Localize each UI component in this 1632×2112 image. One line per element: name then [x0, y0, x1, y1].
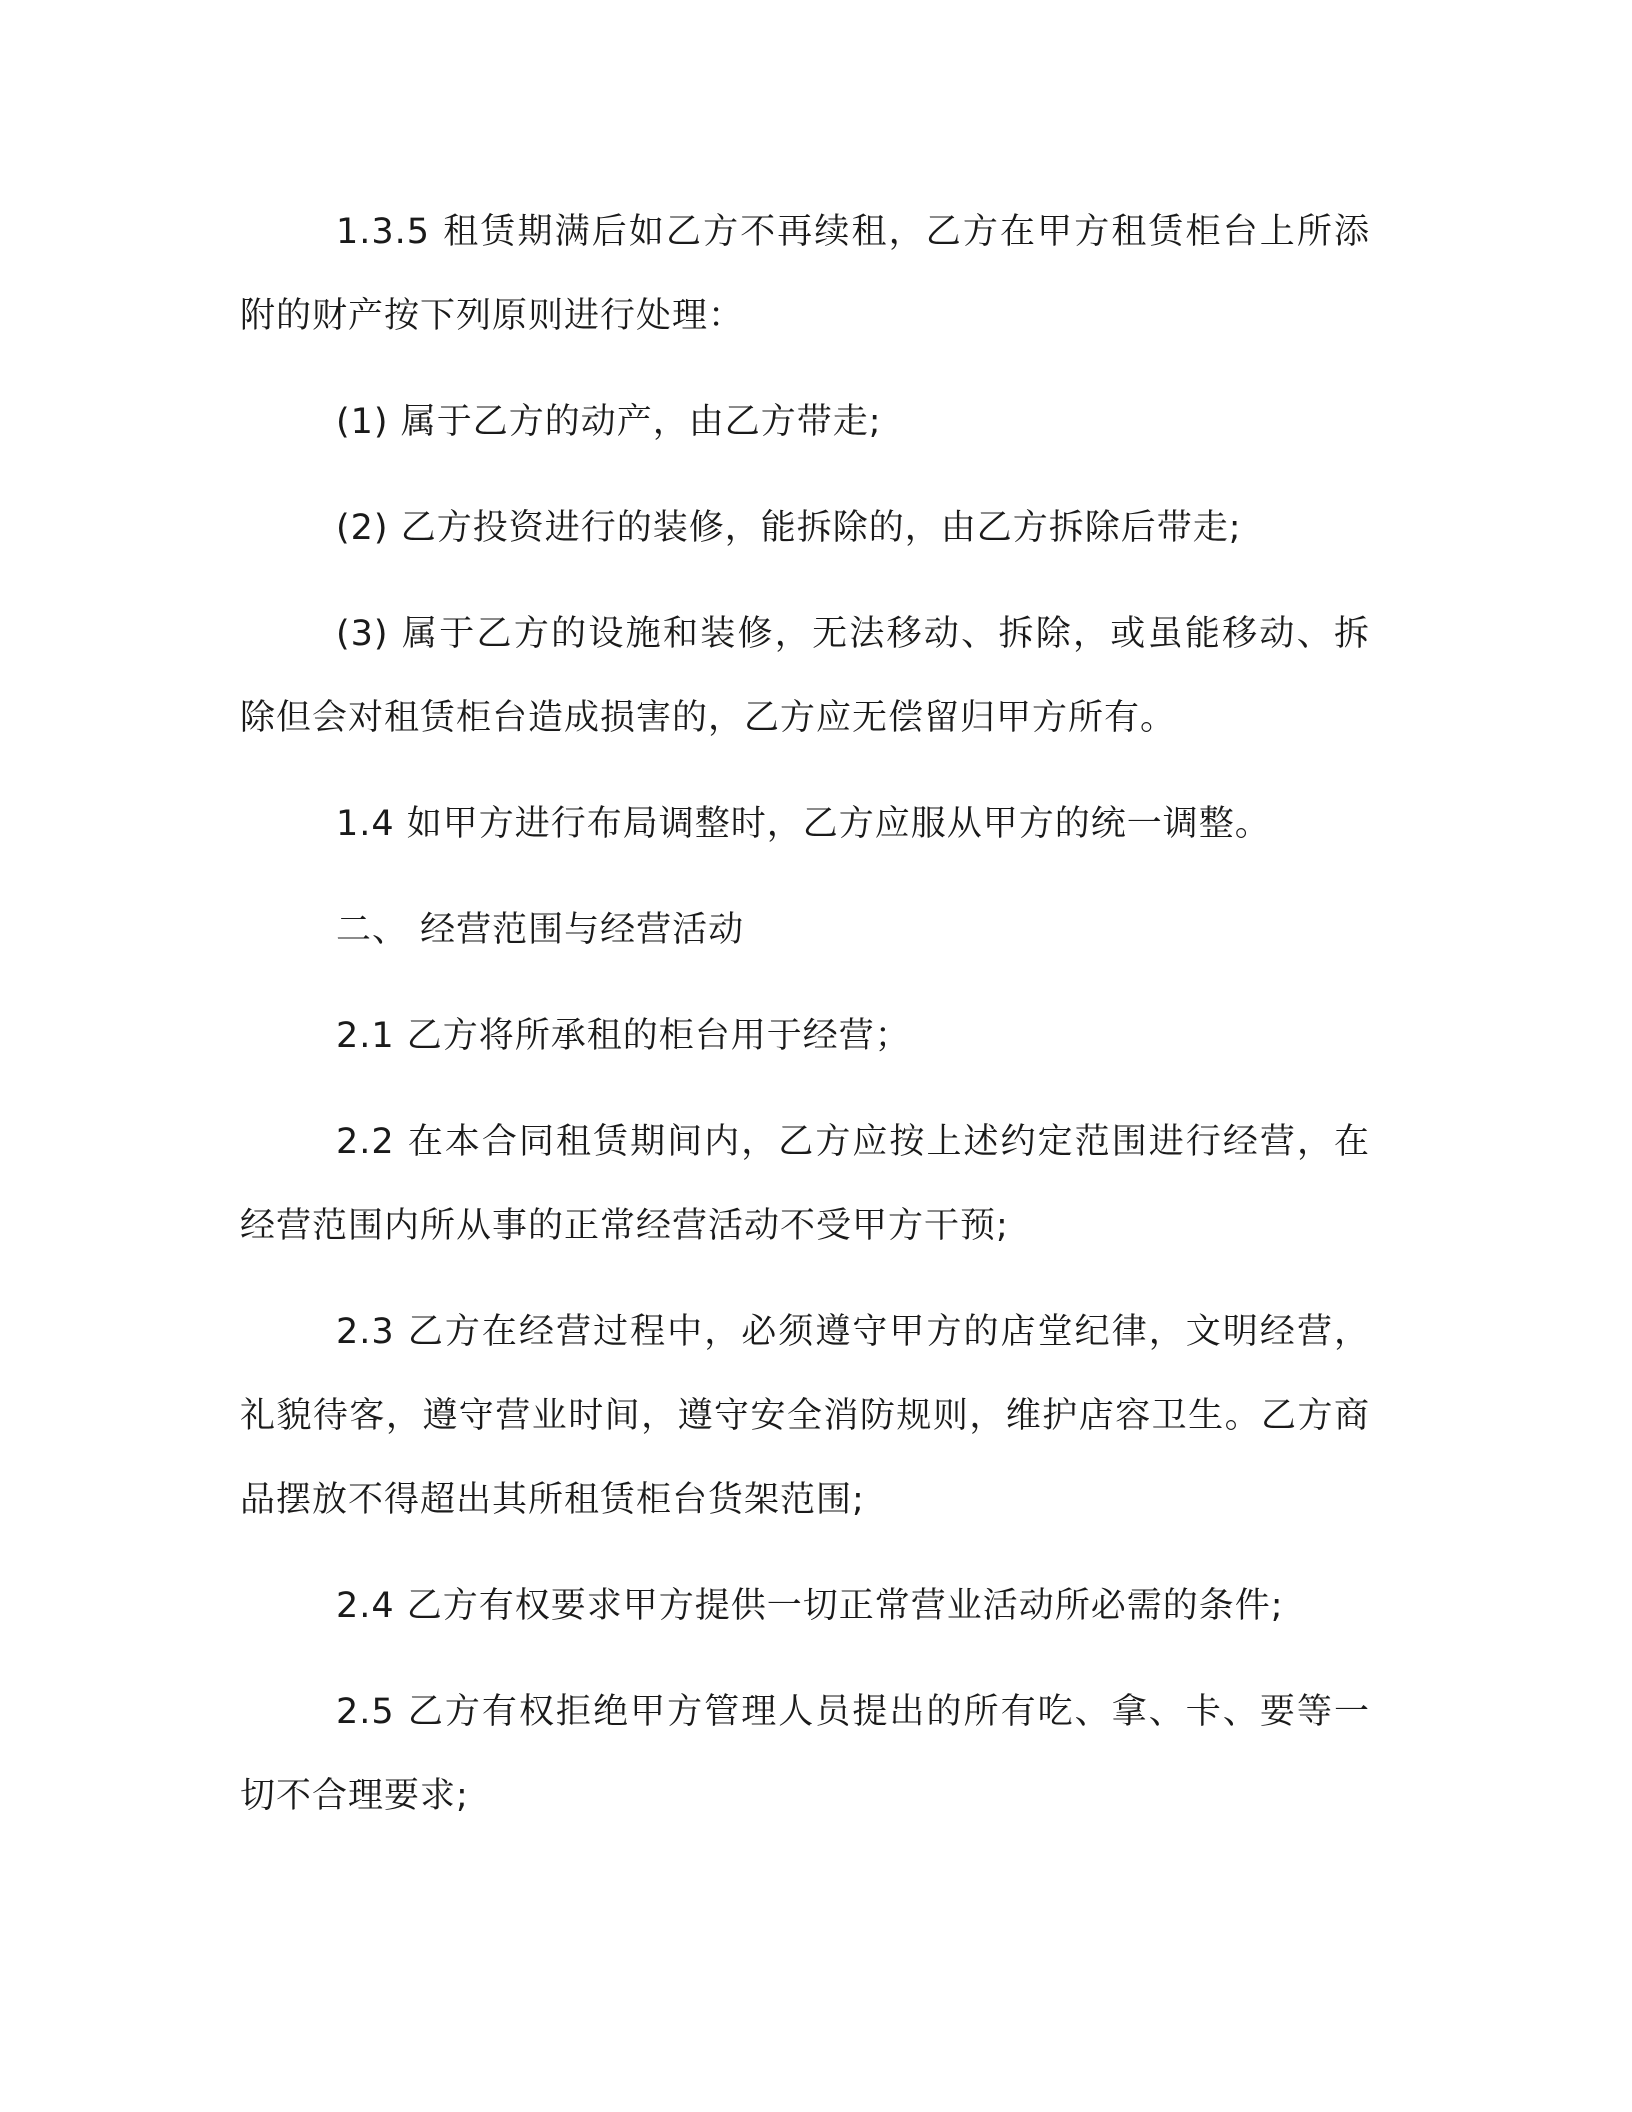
- clause-1-3-5: 1.3.5 租赁期满后如乙方不再续租，乙方在甲方租赁柜台上所添附的财产按下列原则进行处理：: [240, 212, 1370, 336]
- clause-1-3-5-item-3: (3) 属于乙方的设施和装修，无法移动、拆除，或虽能移动、拆除但会对租赁柜台造成损害的，乙方应无偿留归甲方所有。: [240, 614, 1370, 738]
- clause-2-4: 2.4 乙方有权要求甲方提供一切正常营业活动所必需的条件;: [336, 1586, 1284, 1626]
- clause-2-5: 2.5 乙方有权拒绝甲方管理人员提出的所有吃、拿、卡、要等一切不合理要求;: [240, 1692, 1370, 1816]
- clause-2-2: 2.2 在本合同租赁期间内，乙方应按上述约定范围进行经营，在经营范围内所从事的正常经营活动不受甲方干预;: [240, 1122, 1370, 1246]
- document-body: [240, 190, 1370, 1860]
- clause-2-3: 2.3 乙方在经营过程中，必须遵守甲方的店堂纪律，文明经营，礼貌待客，遵守营业时间，遵守安全消防规则，维护店容卫生。乙方商品摆放不得超出其所租赁柜台货架范围;: [240, 1312, 1370, 1520]
- clause-1-3-5-item-2: (2) 乙方投资进行的装修，能拆除的，由乙方拆除后带走;: [336, 508, 1242, 548]
- section-heading-2: 二、 经营范围与经营活动: [336, 910, 745, 950]
- clause-1-4: 1.4 如甲方进行布局调整时，乙方应服从甲方的统一调整。: [336, 804, 1271, 844]
- clause-1-3-5-item-1: (1) 属于乙方的动产，由乙方带走;: [336, 402, 882, 442]
- clause-2-1: 2.1 乙方将所承租的柜台用于经营；: [336, 1016, 911, 1056]
